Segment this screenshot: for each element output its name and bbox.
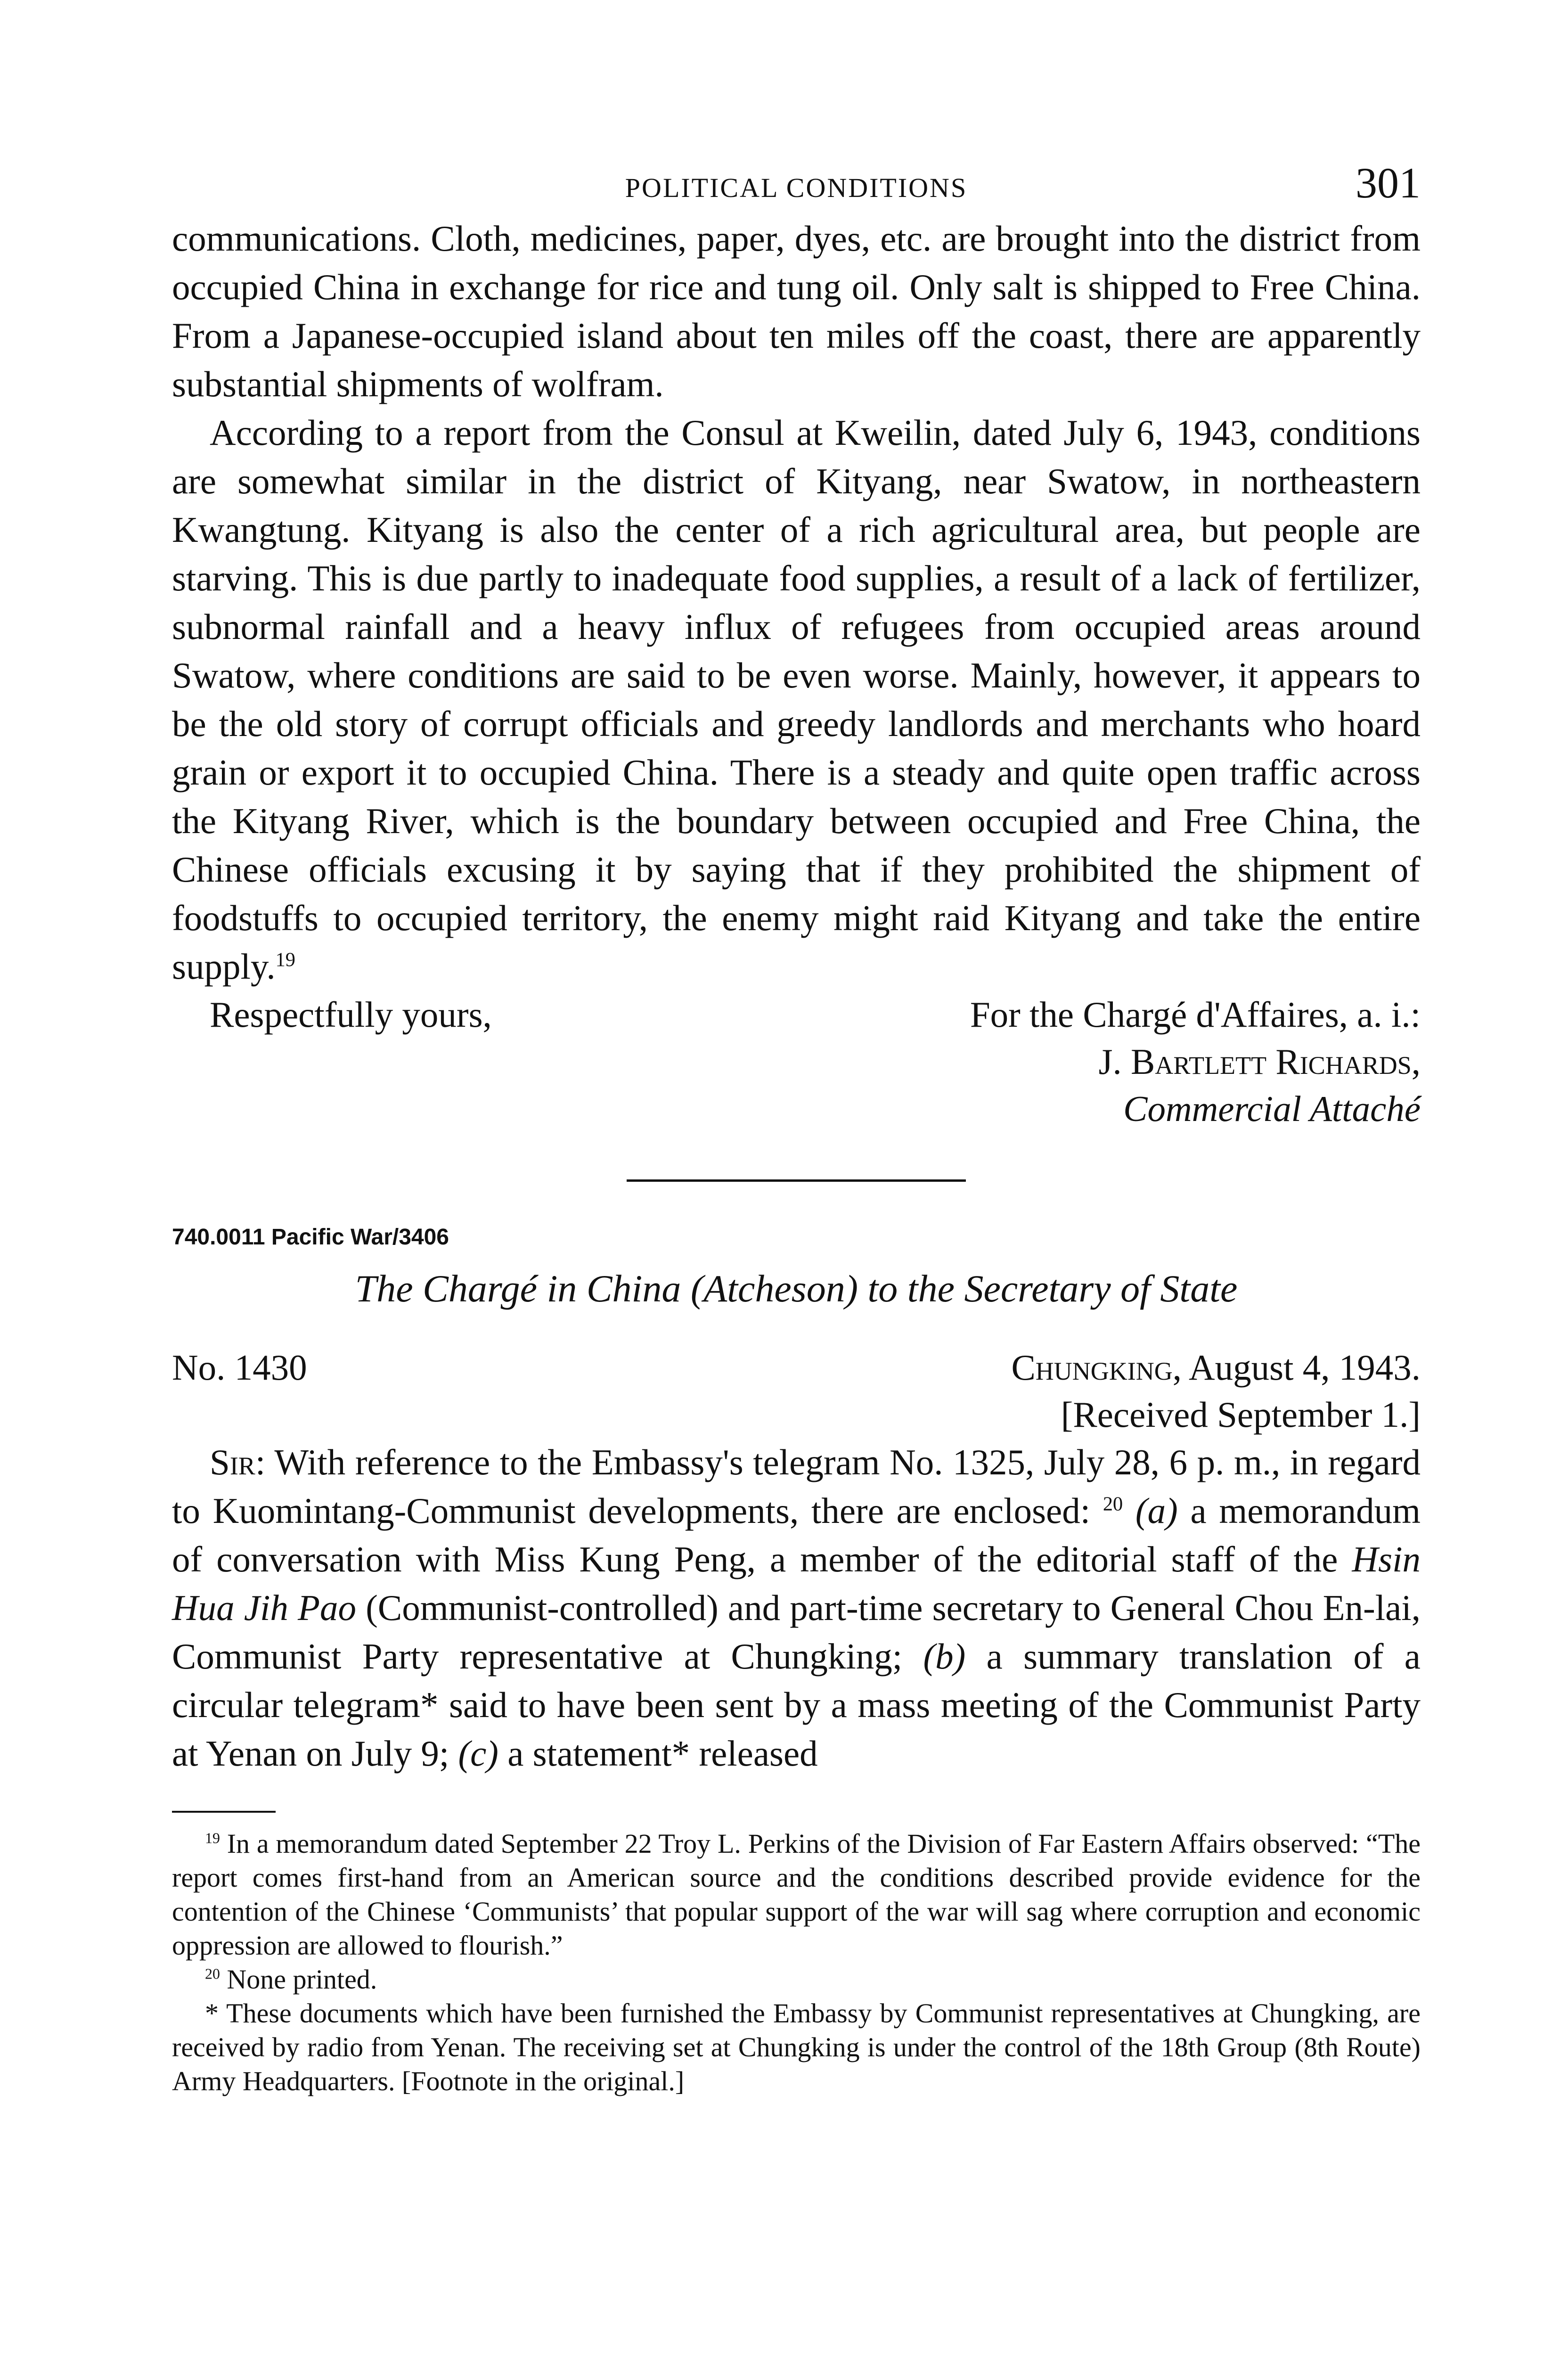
footnote-rule	[172, 1811, 276, 1813]
letter-2-text-2: a memorandum of conversation with Miss Kung Peng, a member of the editorial staff of the	[172, 1490, 1421, 1579]
place: Chungking,	[1011, 1347, 1182, 1388]
footnotes	[172, 1827, 1421, 2098]
document-title: The Chargé in China (Atcheson) to the Secretary of State	[355, 1267, 1238, 1310]
footnote-ref-19: 19	[275, 949, 295, 971]
section-divider	[627, 1179, 966, 1182]
page-number: 301	[1356, 159, 1421, 207]
running-head	[172, 158, 1421, 214]
received-date: [Received September 1.]	[1061, 1394, 1421, 1435]
signer-name: J. Bartlett Richards,	[1098, 1041, 1421, 1082]
letter-1-closing	[172, 991, 1421, 1137]
letter-1-body	[172, 214, 1421, 991]
footnote-star: * These documents which have been furnished the Embassy by Communist representatives at Chungking, are received by radio from Yenan. The receiving set at Chungking is under the control of the 18th Group (8th Route) Army Headquarters. [Footnote in the original.]	[172, 1998, 1421, 2096]
footnote-19-text: In a memorandum dated September 22 Troy L. Perkins of the Division of Far Eastern Affairs observed: “The report comes first-hand from an American source and the conditions described provide evidence for the contention of the Chinese ‘Communists’ that popular support of the war will sag where corruption and economic oppression are allowed to flourish.”	[172, 1828, 1421, 1961]
place-date	[1011, 1344, 1421, 1438]
letter-2-text-3: (Communist-controlled) and part-time secretary to General Chou En-lai, Communist Party representative at Chungking;	[172, 1587, 1421, 1677]
footnote-ref-20: 20	[1102, 1493, 1123, 1515]
footnote-19	[172, 1827, 1421, 1963]
footnote-20-text: None printed.	[227, 1964, 377, 1995]
letter-2-text-4: a summary translation of a circular telegram* said to have been sent by a mass meeting of the Communist Party at Yenan on July 9;	[172, 1636, 1421, 1774]
footnote-20-mark: 20	[205, 1965, 220, 1982]
letter-2-text-1: With reference to the Embassy's telegram No. 1325, July 28, 6 p. m., in regard to Kuomintang-Communist developments, there are enclosed:	[172, 1442, 1421, 1531]
item-a: (a)	[1135, 1490, 1178, 1531]
date: August 4, 1943.	[1189, 1347, 1421, 1388]
footnote-19-mark: 19	[205, 1830, 220, 1847]
for-line: For the Chargé d'Affaires, a. i.:	[970, 994, 1421, 1035]
footnote-20	[172, 1963, 1421, 1996]
paragraph-2-text: According to a report from the Consul at Kweilin, dated July 6, 1943, conditions are somewhat similar in the district of Kityang, near Swatow, in northeastern Kwangtung. Kityang is also the center of a rich agricultural area, but people are starving. This is due partly to inadequate food supplies, a result of a lack of fertilizer, subnormal rainfall and a heavy influx of refugees from occupied areas around Swatow, where conditions are said to be even worse. Mainly, however, it appears to be the old story of corrupt officials and greedy landlords and merchants who hoard grain or export it to occupied China. There is a steady and quite open traffic across the Kityang River, which is the boundary between occupied and Free China, the Chinese officials excusing it by saying that if they prohibited the shipment of foodstuffs to occupied territory, the enemy might raid Kityang and take the entire supply.	[172, 412, 1421, 987]
letter-2-text-5: a statement* released	[507, 1733, 818, 1774]
despatch-number: No. 1430	[172, 1347, 307, 1388]
paragraph-2	[172, 409, 1421, 991]
letter-2-body	[172, 1438, 1421, 1778]
paragraph-1: communications. Cloth, medicines, paper, dyes, etc. are brought into the district from occupied China in exchange for rice and tung oil. Only salt is shipped to Free China. From a Japanese-occupied island about ten miles off the coast, there are apparently substantial shipments of wolfram.	[172, 218, 1421, 404]
running-title: POLITICAL CONDITIONS	[625, 172, 968, 203]
item-b: (b)	[923, 1636, 966, 1677]
place-date-line	[1011, 1344, 1421, 1391]
newspaper-title: Hsin Hua Jih Pao	[172, 1539, 1421, 1628]
signer-title: Commercial Attaché	[1123, 1088, 1421, 1129]
complimentary-close: Respectfully yours,	[210, 994, 492, 1035]
document-page	[172, 158, 1421, 2098]
dateline	[172, 1344, 1421, 1438]
item-c: (c)	[458, 1733, 498, 1774]
signature-block	[970, 991, 1421, 1132]
letter-2-paragraph	[172, 1438, 1421, 1778]
salutation: Sir:	[210, 1442, 266, 1482]
file-reference: 740.0011 Pacific War/3406	[172, 1225, 449, 1250]
